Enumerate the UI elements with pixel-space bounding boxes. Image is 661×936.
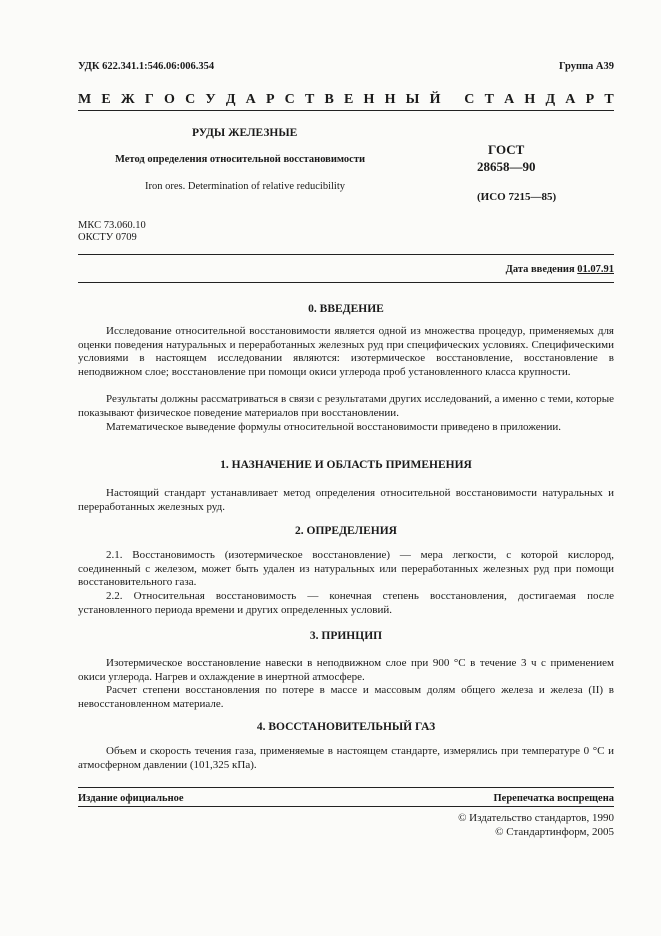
paragraph: Результаты должны рассматриваться в связи с результатами других исследований, а именно с теми, которые показывают физическое поведение материалов при восстановлении. <box>78 393 614 419</box>
official-edition-note: Издание официальное <box>78 793 184 804</box>
heading-letter: Н <box>363 92 375 107</box>
iso-reference: (ИСО 7215—85) <box>477 191 557 203</box>
copyright-standartinform: © Стандартинформ, 2005 <box>495 826 614 838</box>
paragraph: Настоящий стандарт устанавливает метод определения относительной восстановимости натуральных и переработанных железных руд. <box>78 487 614 513</box>
copyright-publisher: © Издательство стандартов, 1990 <box>458 812 614 824</box>
classification-codes <box>78 220 146 244</box>
mks-code: МКС 73.060.10 <box>78 220 146 231</box>
section-heading-definitions: 2. ОПРЕДЕЛЕНИЯ <box>295 525 397 537</box>
codes-divider <box>78 254 614 255</box>
heading-letter: Н <box>524 92 536 107</box>
date-value: 01.07.91 <box>577 264 614 275</box>
heading-letter: Й <box>429 92 441 107</box>
heading-letter: А <box>565 92 576 107</box>
gost-number: 28658—90 <box>477 159 536 174</box>
section-heading-scope: 1. НАЗНАЧЕНИЕ И ОБЛАСТЬ ПРИМЕНЕНИЯ <box>220 459 472 471</box>
heading-letter: М <box>78 92 92 107</box>
reprint-prohibited-note: Перепечатка воспрещена <box>493 793 614 804</box>
english-title: Iron ores. Determination of relative reducibility <box>145 181 346 192</box>
udk-code: УДК 622.341.1:546.06:006.354 <box>78 61 215 72</box>
footer-bottom-divider <box>78 806 614 807</box>
heading-letter: Е <box>344 92 354 107</box>
paragraph: Объем и скорость течения газа, применяемые в настоящем стандарте, измерялись при температуре 0 °С и атмосферном давлении (101,325 кПа). <box>78 745 614 771</box>
heading-letter: Н <box>384 92 396 107</box>
heading-letter: У <box>205 92 216 107</box>
heading-letter: Г <box>144 92 154 107</box>
heading-letter: Т <box>604 92 614 107</box>
gost-label: ГОСТ <box>488 142 525 157</box>
heading-letter: Р <box>265 92 275 107</box>
standard-type-heading <box>78 92 614 108</box>
heading-letter: О <box>164 92 175 107</box>
heading-letter: Д <box>225 92 236 107</box>
heading-letter: А <box>245 92 256 107</box>
paragraph: Математическое выведение формулы относительной восстановимости приведено в приложении. <box>106 421 562 433</box>
heading-letter: Т <box>484 92 494 107</box>
heading-letter: А <box>504 92 515 107</box>
paragraph: Изотермическое восстановление навески в неподвижном слое при 900 °С в течение 3 ч с применением окиси углерода. Нагрев и охлаждение в инертной атмосфере. <box>78 657 614 683</box>
date-label: Дата введения <box>505 264 575 275</box>
group-code: Группа А39 <box>558 61 614 72</box>
heading-letter: Е <box>101 92 111 107</box>
okstu-code: ОКСТУ 0709 <box>78 232 137 243</box>
header-divider <box>78 110 614 111</box>
document-subtitle: Метод определения относительной восстановимости <box>115 154 366 165</box>
paragraph: 2.2. Относительная восстановимость — конечная степень восстановления, достигаемая после установленного периода времени и других определенных условий. <box>78 590 614 616</box>
paragraph: Исследование относительной восстановимости является одной из множества процедур, применяемых для оценки поведения натуральных и переработанных железных руд при специфических условиях. Специфическими условиями в настоящем исследовании являются: изотермическое восстановление, восстановление в неподвижном слое; восстановление при помощи окиси углерода проб установленного класса крупности. <box>78 325 614 378</box>
footer-divider <box>78 787 614 788</box>
paragraph: Расчет степени восстановления по потере в массе и массовым долям общего железа и железа (II) в невосстановленном материале. <box>78 684 614 710</box>
heading-letter: С <box>464 92 475 107</box>
heading-letter: Д <box>545 92 556 107</box>
heading-letter: Ж <box>120 92 135 107</box>
section-heading-introduction: 0. ВВЕДЕНИЕ <box>308 303 384 315</box>
section-heading-principle: 3. ПРИНЦИП <box>309 630 383 642</box>
effective-date <box>506 264 614 275</box>
heading-letter: В <box>324 92 334 107</box>
heading-letter: Т <box>304 92 315 107</box>
heading-letter <box>451 92 455 108</box>
heading-letter: Ы <box>405 92 420 107</box>
heading-letter: С <box>185 92 196 107</box>
section-heading-reducing-gas: 4. ВОССТАНОВИТЕЛЬНЫЙ ГАЗ <box>256 721 436 733</box>
date-divider <box>78 282 614 283</box>
paragraph: 2.1. Восстановимость (изотермическое восстановление) — мера легкости, с которой кислород, соединенный с железом, может быть удален из натуральных или переработанных железных руд при помощи восстановительного газа. <box>78 549 614 589</box>
heading-letter: Р <box>585 92 595 107</box>
document-title: РУДЫ ЖЕЛЕЗНЫЕ <box>192 127 298 139</box>
heading-letter: С <box>284 92 295 107</box>
